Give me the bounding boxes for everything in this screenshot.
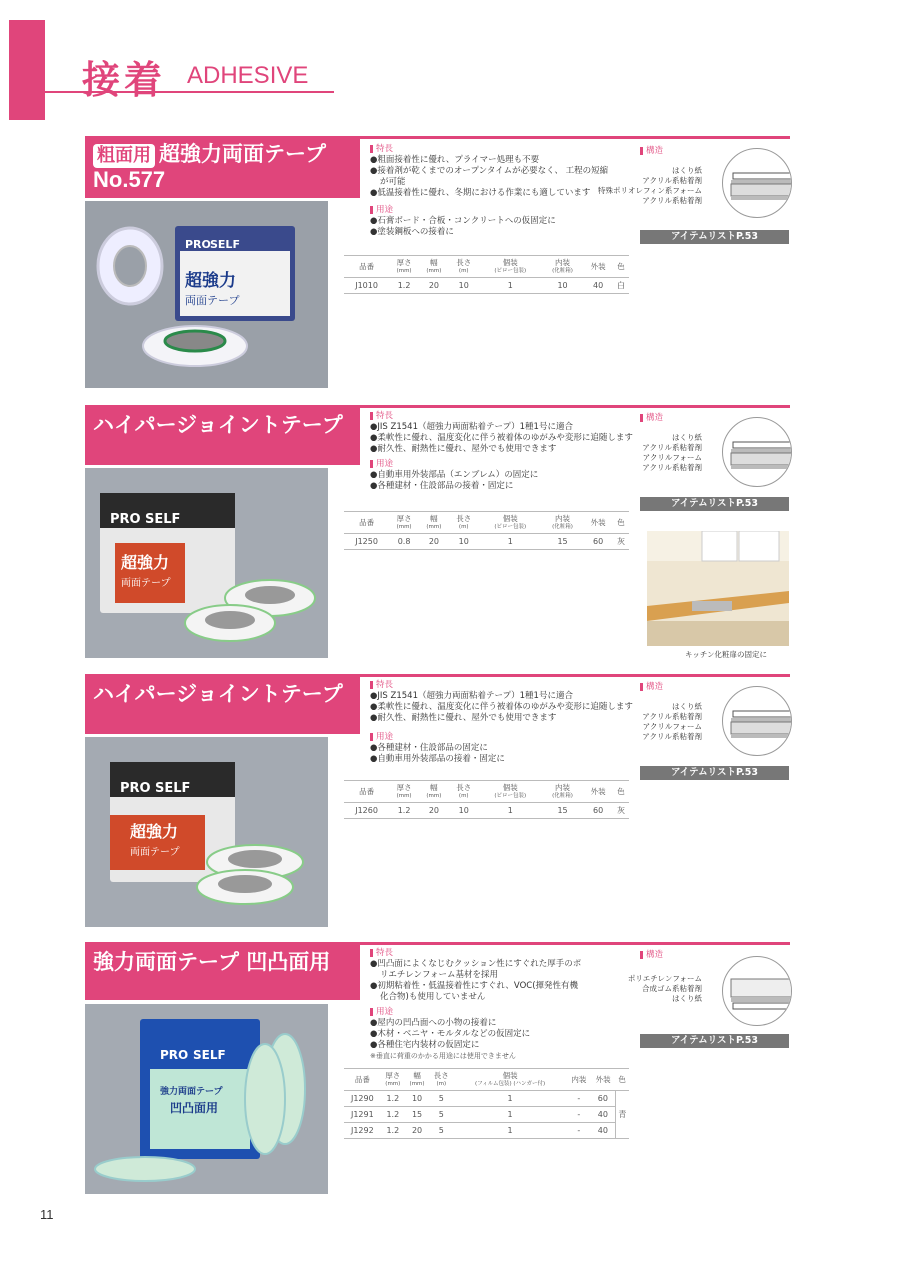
layer-label: 合成ゴム系粘着剤 — [642, 984, 702, 993]
col-header: 内装 (化粧箱) — [542, 781, 583, 803]
feature-item: ●耐久性、耐熱性に優れ、屋外でも使用できます — [370, 444, 557, 454]
cell: 1 — [453, 1123, 566, 1139]
spec-table — [344, 780, 629, 819]
cell: J1290 — [344, 1091, 381, 1107]
cell: - — [567, 1107, 591, 1123]
product-photo-art — [85, 201, 328, 388]
product-name: 超強力両面テープ — [159, 142, 326, 166]
cell: J1292 — [344, 1123, 381, 1139]
cell: 10 — [449, 803, 479, 819]
product-photo-art — [85, 737, 328, 927]
col-header: 外装 — [591, 1069, 615, 1091]
use-item: ●自動車用外装部品の接着・固定に — [370, 754, 505, 764]
cell: 青 — [615, 1091, 629, 1139]
cell: J1291 — [344, 1107, 381, 1123]
section-title — [85, 136, 360, 198]
cell: 1 — [479, 534, 542, 550]
cell: 1.2 — [389, 278, 419, 294]
cell: 1.2 — [381, 1107, 405, 1123]
spec-table-header — [344, 1069, 629, 1091]
pack-brand: PRO — [185, 238, 211, 251]
features-heading: 特長 — [370, 144, 615, 155]
cell: 5 — [429, 1123, 453, 1139]
cell: 20 — [419, 534, 449, 550]
col-header: 個装 (フィルム包装) (ハンガー付) — [453, 1069, 566, 1091]
cell: 40 — [591, 1107, 615, 1123]
uses-heading: 用途 — [370, 459, 640, 470]
cell: 15 — [542, 803, 583, 819]
use-item: ●各種住宅内装材の仮固定に — [370, 1040, 480, 1050]
col-header: 色 — [613, 512, 629, 534]
features-block — [370, 144, 615, 238]
structure-diagram — [722, 686, 792, 756]
layer-label: 特殊ポリオレフィン系フォーム — [598, 186, 702, 195]
col-header: 厚さ (mm) — [381, 1069, 405, 1091]
layer-label: アクリル系粘着剤 — [642, 732, 702, 741]
col-header: 幅 (mm) — [419, 781, 449, 803]
pack-main: 超強力 — [121, 553, 170, 572]
layer-label: アクリルフォーム — [642, 722, 702, 731]
cell: - — [567, 1091, 591, 1107]
pack-brand2: SELF — [145, 512, 181, 527]
product-number: No.577 — [93, 167, 166, 192]
col-header: 厚さ (mm) — [389, 781, 419, 803]
cell: 1 — [453, 1107, 566, 1123]
col-header: 内装 (化粧箱) — [542, 256, 583, 278]
page-title-en: ADHESIVE — [187, 62, 309, 89]
feature-item: ●耐久性、耐熱性に優れ、屋外でも使用できます — [370, 713, 557, 723]
layer-label: はくり紙 — [672, 994, 702, 1003]
feature-item: ●JIS Z1541（超強力両面粘着テープ）1種1号に適合 — [370, 691, 573, 701]
pack-brand: PRO — [120, 781, 151, 796]
product-section-j1260 — [85, 674, 790, 929]
cell: 1 — [453, 1091, 566, 1107]
structure-labels — [642, 433, 702, 473]
col-header: 厚さ (mm) — [389, 256, 419, 278]
structure-block — [640, 411, 790, 491]
section-title — [85, 674, 360, 734]
col-header: 長さ (m) — [449, 512, 479, 534]
product-photo-art — [85, 468, 328, 658]
features-heading: 特長 — [370, 411, 640, 422]
feature-item: ●初期粘着性・低温接着性にすぐれ、VOC(揮発性有機化合物)も使用していません — [370, 981, 579, 1002]
use-item: ●自動車用外装部品（エンブレム）の固定に — [370, 470, 539, 480]
spec-table — [344, 1068, 629, 1139]
layer-label: ポリエチレンフォーム — [627, 974, 702, 983]
features-heading: 特長 — [370, 680, 640, 691]
cell: 60 — [583, 534, 613, 550]
item-list-link[interactable]: アイテムリストP.53 — [640, 766, 789, 780]
features-block — [370, 948, 585, 1062]
layer-label: アクリル系粘着剤 — [642, 176, 702, 185]
feature-item: ●柔軟性に優れ、温度変化に伴う被着体のゆがみや変形に追随します — [370, 433, 633, 443]
pack-brand: PRO — [160, 1048, 189, 1062]
col-header: 長さ (m) — [429, 1069, 453, 1091]
header-rule — [9, 91, 334, 93]
layer-label: アクリルフォーム — [642, 453, 702, 462]
col-header: 長さ (m) — [449, 256, 479, 278]
section-title — [85, 942, 360, 1000]
usage-note: ※垂直に荷重のかかる用途には使用できません — [370, 1052, 516, 1060]
spec-table — [344, 255, 629, 294]
col-header: 色 — [613, 781, 629, 803]
table-row — [344, 803, 629, 819]
structure-labels — [598, 166, 702, 206]
col-header: 色 — [615, 1069, 629, 1091]
pack-brand: PRO — [110, 512, 141, 527]
product-tag: 粗面用 — [93, 144, 155, 168]
cell: 15 — [405, 1107, 429, 1123]
col-header: 幅 (mm) — [419, 256, 449, 278]
product-photo — [85, 737, 328, 927]
structure-labels — [628, 974, 702, 1004]
features-block — [370, 680, 640, 765]
pack-main: 強力両面テープ — [160, 1087, 223, 1097]
spec-table-header — [344, 512, 629, 534]
item-list-link[interactable]: アイテムリストP.53 — [640, 230, 789, 244]
header-accent-block — [9, 20, 45, 120]
structure-heading: 構造 — [640, 948, 790, 960]
structure-labels — [642, 702, 702, 742]
product-photo — [85, 468, 328, 658]
layer-label: アクリル系粘着剤 — [642, 443, 702, 452]
spec-table-header — [344, 256, 629, 278]
cell: 20 — [419, 803, 449, 819]
cell: 10 — [542, 278, 583, 294]
cell: - — [567, 1123, 591, 1139]
cell: 白 — [613, 278, 629, 294]
cell: J1260 — [344, 803, 389, 819]
layer-label: はくり紙 — [672, 433, 702, 442]
kitchen-caption: キッチン化粧扉の固定に — [685, 650, 767, 659]
col-header: 幅 (mm) — [405, 1069, 429, 1091]
pack-main: 超強力 — [185, 271, 236, 291]
pack-brand2: SELF — [210, 238, 240, 251]
table-row — [344, 278, 629, 294]
cell: 10 — [449, 534, 479, 550]
cell: J1250 — [344, 534, 389, 550]
structure-diagram — [722, 148, 792, 218]
table-row — [344, 1123, 629, 1139]
structure-block — [627, 948, 790, 1028]
cell: 灰 — [613, 534, 629, 550]
layer-label: はくり紙 — [672, 702, 702, 711]
table-row — [344, 1091, 629, 1107]
cell: 15 — [542, 534, 583, 550]
product-name: ハイパージョイントテープ — [93, 413, 343, 437]
col-header: 品番 — [344, 256, 389, 278]
col-header: 外装 — [583, 781, 613, 803]
pack-brand2: SELF — [155, 781, 191, 796]
use-item: ●各種建材・住設部品の固定に — [370, 743, 488, 753]
pack-brand2: SELF — [193, 1048, 226, 1062]
feature-item: ●接着剤が乾くまでのオープンタイムが必要なく、 工程の短縮が可能 — [370, 166, 609, 187]
cell: 灰 — [613, 803, 629, 819]
cell: 40 — [583, 278, 613, 294]
cell: 1.2 — [389, 803, 419, 819]
cell: 60 — [583, 803, 613, 819]
col-header: 外装 — [583, 512, 613, 534]
cell: 1 — [479, 278, 542, 294]
structure-block — [640, 680, 790, 760]
uses-heading: 用途 — [370, 732, 640, 743]
section-title — [85, 405, 360, 465]
feature-item: ●凹凸面によくなじむクッション性にすぐれた厚手のポリエチレンフォーム基材を採用 — [370, 959, 582, 980]
structure-diagram — [722, 956, 792, 1026]
product-section-577 — [85, 136, 790, 391]
feature-item: ●低温接着性に優れ、冬期における作業にも適しています — [370, 188, 591, 198]
use-item: ●各種建材・住設部品の接着・固定に — [370, 481, 514, 491]
col-header: 内装 (化粧箱) — [542, 512, 583, 534]
use-item: ●屋内の凹凸面への小物の接着に — [370, 1018, 497, 1028]
use-item: ●石膏ボード・合板・コンクリートへの仮固定に — [370, 216, 556, 226]
col-header: 外装 — [583, 256, 613, 278]
use-item: ●木材・ベニヤ・モルタルなどの仮固定に — [370, 1029, 531, 1039]
table-row — [344, 1107, 629, 1123]
kitchen-photo — [647, 531, 789, 646]
col-header: 個装 (ピロー包装) — [479, 781, 542, 803]
layer-label: アクリル系粘着剤 — [642, 463, 702, 472]
cell: 5 — [429, 1091, 453, 1107]
pack-sub: 両面テープ — [130, 847, 180, 858]
col-header: 個装 (ピロー包装) — [479, 256, 542, 278]
product-section-j129x — [85, 942, 790, 1197]
col-header: 幅 (mm) — [419, 512, 449, 534]
product-photo — [85, 201, 328, 388]
product-photo-art — [85, 1004, 328, 1194]
col-header: 厚さ (mm) — [389, 512, 419, 534]
uses-heading: 用途 — [370, 1007, 585, 1018]
col-header: 個装 (ピロー包装) — [479, 512, 542, 534]
cell: 10 — [449, 278, 479, 294]
col-header: 色 — [613, 256, 629, 278]
structure-block — [598, 144, 790, 224]
page-number: 11 — [40, 1207, 54, 1222]
cell: 60 — [591, 1091, 615, 1107]
feature-item: ●粗面接着性に優れ、プライマー処理も不要 — [370, 155, 540, 165]
structure-heading: 構造 — [640, 680, 790, 692]
pack-sub: 両面テープ — [185, 294, 240, 307]
pack-sub: 凹凸面用 — [170, 1101, 219, 1115]
layer-label: アクリル系粘着剤 — [642, 712, 702, 721]
col-header: 品番 — [344, 781, 389, 803]
structure-heading: 構造 — [640, 411, 790, 423]
features-heading: 特長 — [370, 948, 585, 959]
cell: 0.8 — [389, 534, 419, 550]
product-section-j1250 — [85, 405, 790, 660]
col-header: 品番 — [344, 512, 389, 534]
cell: 1 — [479, 803, 542, 819]
col-header: 長さ (m) — [449, 781, 479, 803]
structure-diagram — [722, 417, 792, 487]
pack-sub: 両面テープ — [121, 578, 171, 589]
cell: 20 — [405, 1123, 429, 1139]
product-photo — [85, 1004, 328, 1194]
cell: 40 — [591, 1123, 615, 1139]
product-name: ハイパージョイントテープ — [93, 682, 343, 706]
product-name: 強力両面テープ 凹凸面用 — [93, 950, 331, 974]
page-title-jp: 接着 — [82, 58, 167, 102]
cell: 20 — [419, 278, 449, 294]
uses-heading: 用途 — [370, 205, 615, 216]
features-block — [370, 411, 640, 492]
cell: 1.2 — [381, 1123, 405, 1139]
item-list-link[interactable]: アイテムリストP.53 — [640, 497, 789, 511]
col-header: 品番 — [344, 1069, 381, 1091]
cell: 1.2 — [381, 1091, 405, 1107]
layer-label: アクリル系粘着剤 — [642, 196, 702, 205]
structure-heading: 構造 — [640, 144, 790, 156]
cell: 10 — [405, 1091, 429, 1107]
cell: J1010 — [344, 278, 389, 294]
feature-item: ●柔軟性に優れ、温度変化に伴う被着体のゆがみや変形に追随します — [370, 702, 633, 712]
cell: 5 — [429, 1107, 453, 1123]
col-header: 内装 — [567, 1069, 591, 1091]
use-item: ●塗装鋼板への接着に — [370, 227, 454, 237]
spec-table-header — [344, 781, 629, 803]
pack-main: 超強力 — [130, 822, 179, 841]
feature-item: ●JIS Z1541（超強力両面粘着テープ）1種1号に適合 — [370, 422, 573, 432]
spec-table — [344, 511, 629, 550]
item-list-link[interactable]: アイテムリストP.53 — [640, 1034, 789, 1048]
layer-label: はくり紙 — [672, 166, 702, 175]
table-row — [344, 534, 629, 550]
